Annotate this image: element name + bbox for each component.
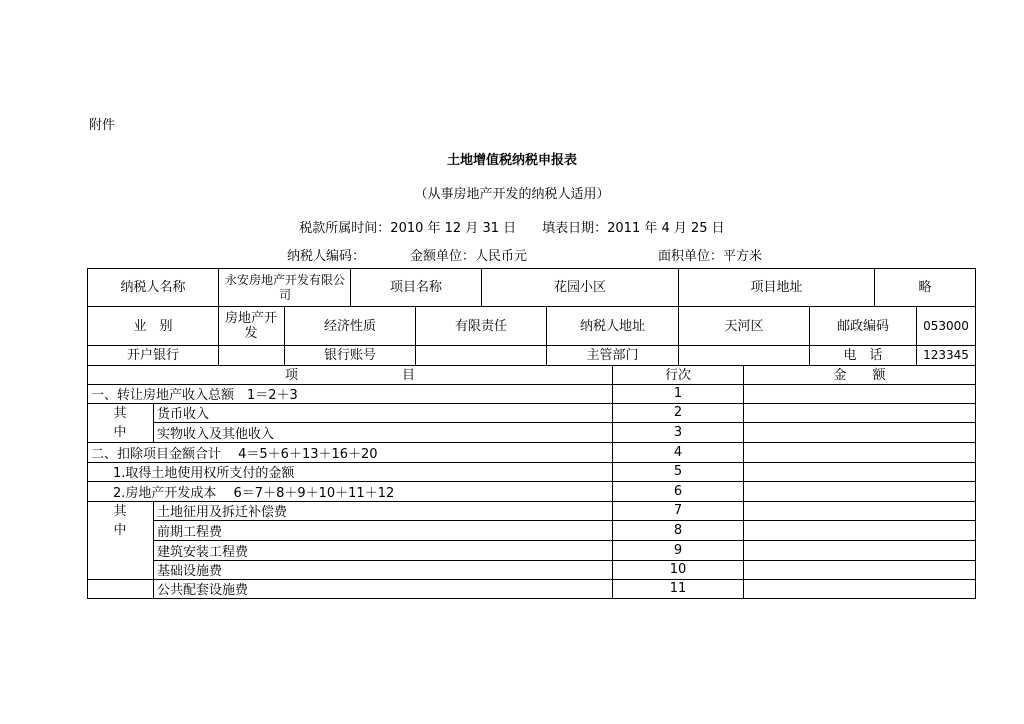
bank-label: 开户银行 (126, 348, 179, 363)
row-line-no: 9 (673, 543, 683, 558)
economic-nature-value: 有限责任 (454, 318, 507, 334)
column-header-line-no: 行次 (664, 367, 691, 383)
form-title: 土地增值税纳税申报表 (446, 153, 577, 168)
tax-period-line: 税款所属时间：2010 年 12 月 31 日 填表日期：2011 年 4 月 25 日 (299, 221, 725, 236)
taxpayer-address-label: 纳税人地址 (579, 318, 645, 334)
row-label: 基础设施费 (157, 564, 223, 579)
row-line-no: 5 (673, 464, 683, 479)
row-line-no: 11 (669, 581, 687, 596)
table-right-border (975, 365, 976, 599)
row-label: 1.取得土地使用权所支付的金额 (113, 466, 295, 481)
group-label-dev-cost: 其 中 (113, 503, 140, 538)
row-label: 二、扣除项目金额合计 4＝5＋6＋13＋16＋20 (91, 447, 378, 462)
row-divider (87, 598, 976, 599)
phone-value: 123345 (923, 348, 969, 362)
row-label: 2.房地产开发成本 6＝7＋8＋9＋10＋11＋12 (113, 486, 395, 501)
row-amount (744, 560, 975, 579)
row-label: 建筑安装工程费 (157, 545, 249, 560)
row-line-no: 2 (673, 405, 683, 420)
row-amount (744, 501, 975, 520)
row-line-no: 3 (673, 425, 683, 440)
table-left-border (87, 365, 88, 599)
bank-value (219, 346, 284, 365)
authority-value (679, 346, 809, 365)
group-divider (153, 501, 154, 599)
project-name-label: 项目名称 (389, 280, 442, 295)
row-line-no: 8 (673, 523, 683, 538)
row-label: 货币收入 (157, 407, 210, 422)
row-amount (744, 462, 975, 481)
row-line-no: 6 (673, 484, 683, 499)
row-amount (744, 482, 975, 501)
row-line-no: 1 (673, 386, 683, 401)
row-amount (744, 384, 975, 403)
row-amount (744, 541, 975, 560)
currency-unit: 金额单位：人民币元 (410, 249, 528, 264)
industry-value: 房地产开发 (224, 311, 277, 341)
area-unit: 面积单位：平方米 (658, 249, 763, 264)
cell-divider (218, 268, 219, 306)
row-amount (744, 521, 975, 540)
row-amount (744, 423, 975, 442)
project-address-value: 略 (918, 280, 932, 295)
taxpayer-address-value: 天河区 (724, 318, 764, 334)
attachment-label: 附件 (89, 118, 116, 133)
row-line-no: 7 (673, 503, 683, 518)
form-subtitle: （从事房地产开发的纳税人适用） (414, 187, 610, 202)
row-label: 土地征用及拆迁补偿费 (157, 505, 288, 520)
group-label-income: 其 中 (113, 405, 140, 440)
taxpayer-name-value: 永安房地产开发有限公司 (224, 272, 345, 302)
row-amount (744, 403, 975, 422)
taxpayer-code-label: 纳税人编码： (287, 249, 366, 264)
row-amount (744, 579, 975, 598)
row-line-no: 10 (669, 562, 687, 577)
row-label: 公共配套设施费 (157, 583, 249, 598)
row-label: 实物收入及其他收入 (157, 427, 275, 442)
project-name-value: 花园小区 (553, 280, 606, 295)
column-header-amount: 金 额 (833, 367, 886, 383)
row-label: 一、转让房地产收入总额 1＝2＋3 (91, 388, 298, 403)
column-header-item: 项 目 (284, 367, 415, 383)
industry-label: 业 别 (133, 318, 173, 334)
postcode-value: 053000 (923, 318, 969, 333)
authority-label: 主管部门 (586, 348, 639, 363)
account-value (416, 346, 546, 365)
row-line-no: 4 (673, 445, 683, 460)
project-address-label: 项目地址 (750, 280, 803, 295)
economic-nature-label: 经济性质 (323, 318, 376, 334)
postcode-label: 邮政编码 (836, 318, 889, 334)
taxpayer-name-label: 纳税人名称 (120, 280, 186, 295)
account-label: 银行账号 (323, 348, 376, 363)
row-amount (744, 443, 975, 462)
row-label: 前期工程费 (157, 525, 223, 540)
phone-label: 电 话 (843, 348, 883, 363)
